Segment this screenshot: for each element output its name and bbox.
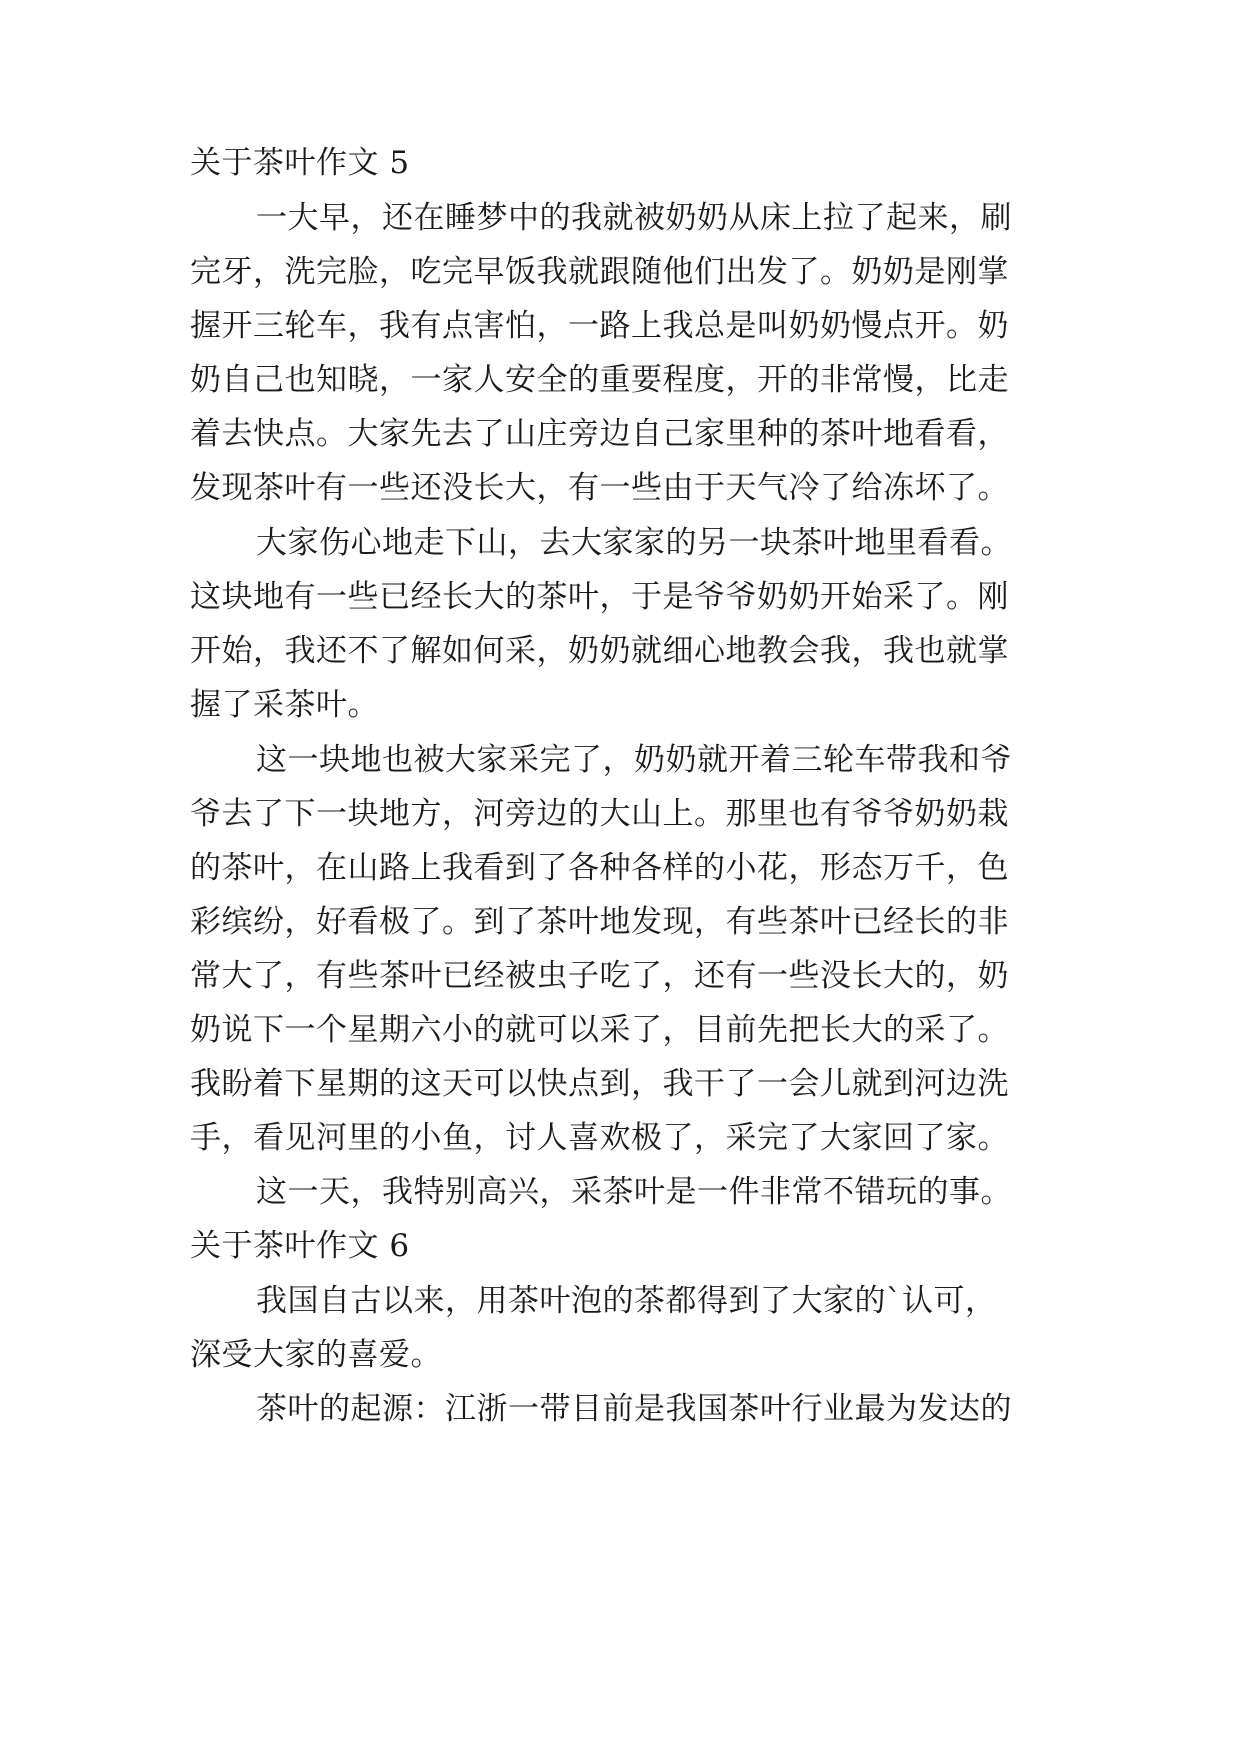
essay-6-title: 关于茶叶作文 6 bbox=[190, 1228, 410, 1264]
essay-6-line: 茶叶的起源：江浙一带目前是我国茶叶行业最为发达的 bbox=[256, 1391, 1012, 1427]
essay-6-line: 深受大家的喜爱。 bbox=[190, 1337, 442, 1373]
essay-5-line: 着去快点。大家先去了山庄旁边自己家里种的茶叶地看看， bbox=[190, 416, 1009, 452]
essay-5-line: 彩缤纷，好看极了。到了茶叶地发现，有些茶叶已经长的非 bbox=[190, 904, 1009, 940]
essay-5-line: 的茶叶，在山路上我看到了各种各样的小花，形态万千，色 bbox=[190, 850, 1009, 886]
essay-5-line: 这一块地也被大家采完了，奶奶就开着三轮车带我和爷 bbox=[256, 742, 1012, 778]
essay-5-line: 奶说下一个星期六小的就可以采了，目前先把长大的采了。 bbox=[190, 1012, 1009, 1048]
essay-5-line: 我盼着下星期的这天可以快点到，我干了一会儿就到河边洗 bbox=[190, 1066, 1009, 1102]
essay-5-line: 这一天，我特别高兴，采茶叶是一件非常不错玩的事。 bbox=[256, 1174, 1012, 1210]
essay-6-line: 我国自古以来，用茶叶泡的茶都得到了大家的`认可， bbox=[256, 1283, 997, 1319]
essay-5-line: 这块地有一些已经长大的茶叶，于是爷爷奶奶开始采了。刚 bbox=[190, 579, 1009, 615]
essay-5-line: 爷去了下一块地方，河旁边的大山上。那里也有爷爷奶奶栽 bbox=[190, 796, 1009, 832]
essay-5-line: 开始，我还不了解如何采，奶奶就细心地教会我，我也就掌 bbox=[190, 633, 1009, 669]
essay-5-line: 握了采茶叶。 bbox=[190, 687, 379, 723]
essay-5-title: 关于茶叶作文 5 bbox=[190, 145, 410, 181]
essay-5-line: 手，看见河里的小鱼，讨人喜欢极了，采完了大家回了家。 bbox=[190, 1120, 1009, 1156]
essay-5-line: 一大早，还在睡梦中的我就被奶奶从床上拉了起来，刷 bbox=[256, 200, 1012, 236]
essay-5-line: 常大了，有些茶叶已经被虫子吃了，还有一些没长大的，奶 bbox=[190, 958, 1009, 994]
essay-5-line: 奶自己也知晓，一家人安全的重要程度，开的非常慢，比走 bbox=[190, 362, 1009, 398]
essay-5-line: 大家伤心地走下山，去大家家的另一块茶叶地里看看。 bbox=[256, 525, 1012, 561]
essay-5-line: 发现茶叶有一些还没长大，有一些由于天气冷了给冻坏了。 bbox=[190, 470, 1009, 506]
essay-5-line: 完牙，洗完脸，吃完早饭我就跟随他们出发了。奶奶是刚掌 bbox=[190, 254, 1009, 290]
essay-5-line: 握开三轮车，我有点害怕，一路上我总是叫奶奶慢点开。奶 bbox=[190, 308, 1009, 344]
